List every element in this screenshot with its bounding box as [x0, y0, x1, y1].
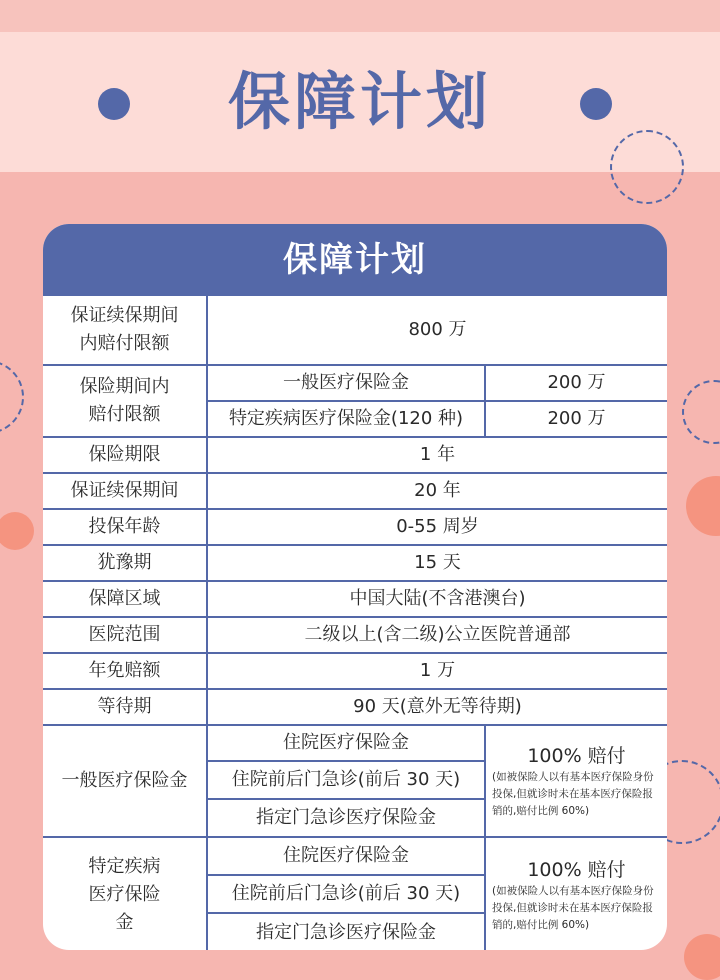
plan-card [43, 224, 667, 950]
row-label: 保险期限 [43, 438, 208, 474]
general-item: 住院前后门急诊(前后 30 天) [208, 762, 486, 800]
general-item: 住院医疗保险金 [208, 726, 486, 762]
row-value: 中国大陆(不含港澳台) [208, 582, 667, 618]
specific-payout [486, 838, 667, 950]
page-title: 保障计划 [227, 65, 492, 138]
row-value: 1 万 [208, 654, 667, 690]
top-strip [0, 0, 720, 32]
banner [0, 32, 720, 172]
general-item: 指定门急诊医疗保险金 [208, 800, 486, 838]
plan-table [43, 296, 667, 950]
row-value: 90 天(意外无等待期) [208, 690, 667, 726]
row-value: 20 年 [208, 474, 667, 510]
top-right-dashed-arc [610, 130, 684, 204]
period-limit-label: 保险期间内赔付限额 [43, 366, 208, 438]
card-title: 保障计划 [43, 224, 667, 296]
row-label: 年免赔额 [43, 654, 208, 690]
row-label: 医院范围 [43, 618, 208, 654]
right-dot-icon [580, 88, 612, 120]
row-value: 1 年 [208, 438, 667, 474]
specific-item: 住院医疗保险金 [208, 838, 486, 876]
right-circle-decoration [686, 476, 720, 536]
renewal-limit-label: 保证续保期间内赔付限额 [43, 296, 208, 366]
row-label: 保障区域 [43, 582, 208, 618]
left-circle-decoration [0, 512, 34, 550]
specific-item: 指定门急诊医疗保险金 [208, 914, 486, 950]
row-label: 犹豫期 [43, 546, 208, 582]
specific-item: 住院前后门急诊(前后 30 天) [208, 876, 486, 914]
row-value: 0-55 周岁 [208, 510, 667, 546]
left-dashed-arc [0, 360, 24, 434]
row-value: 15 天 [208, 546, 667, 582]
general-payout-note: (如被保险人以有基本医疗保险身份投保,但就诊时未在基本医疗保险报销的,赔付比例 60%) [492, 770, 654, 817]
specific-payout-rate: 100% 赔付 [527, 858, 626, 881]
row-value: 二级以上(含二级)公立医院普通部 [208, 618, 667, 654]
period-item-name: 一般医疗保险金 [208, 366, 486, 402]
period-item-name: 特定疾病医疗保险金(120 种) [208, 402, 486, 438]
row-label: 保证续保期间 [43, 474, 208, 510]
row-label: 投保年龄 [43, 510, 208, 546]
right-dashed-arc [682, 380, 720, 444]
left-dot-icon [98, 88, 130, 120]
specific-medical-label: 特定疾病医疗保险金 [43, 838, 208, 950]
bottom-circle-decoration [684, 934, 720, 980]
general-payout [486, 726, 667, 838]
period-item-amount: 200 万 [486, 366, 667, 402]
row-label: 等待期 [43, 690, 208, 726]
period-item-amount: 200 万 [486, 402, 667, 438]
renewal-limit-value: 800 万 [208, 296, 667, 366]
general-medical-label: 一般医疗保险金 [43, 726, 208, 838]
specific-payout-note: (如被保险人以有基本医疗保险身份投保,但就诊时未在基本医疗保险报销的,赔付比例 60%) [492, 884, 654, 931]
general-payout-rate: 100% 赔付 [527, 744, 626, 767]
